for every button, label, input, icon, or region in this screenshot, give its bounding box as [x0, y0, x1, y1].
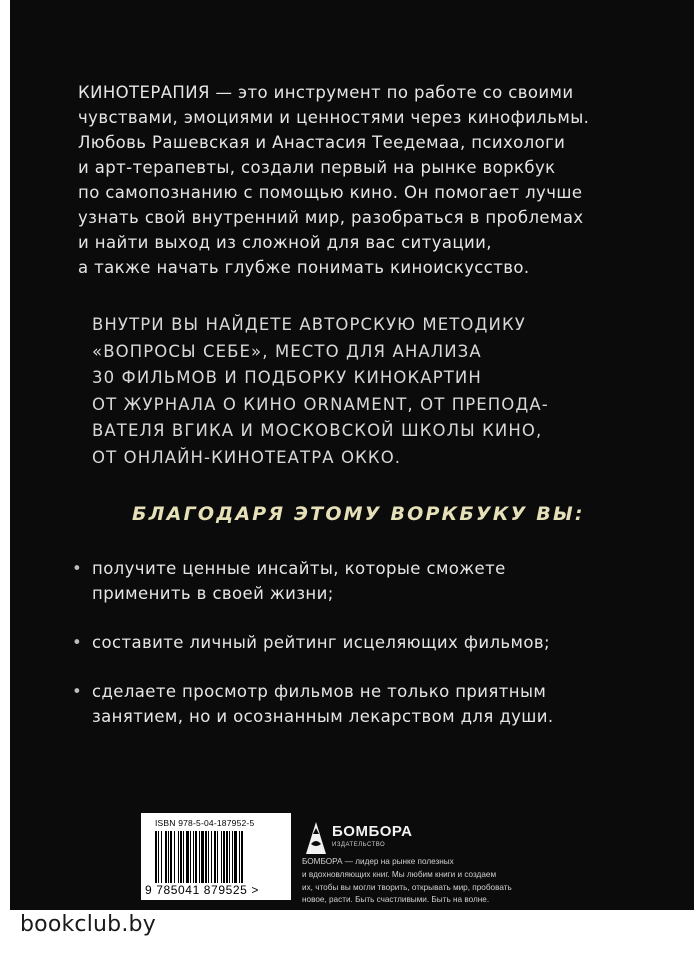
- publisher-subtitle: ИЗДАТЕЛЬСТВО: [332, 842, 386, 848]
- intro-paragraph: [78, 80, 668, 280]
- list-item: [72, 556, 672, 606]
- bullet-icon: •: [72, 633, 83, 652]
- inside-paragraph: [92, 312, 652, 471]
- bullet-icon: •: [72, 559, 83, 578]
- intro-line: чувствами, эмоциями и ценностями через кинофильмы.: [78, 108, 590, 127]
- inside-line: ОТ ЖУРНАЛА О КИНО ORNAMENT, ОТ ПРЕПОДА-: [92, 394, 549, 414]
- barcode-bars: [153, 831, 281, 883]
- publisher-logo: [302, 818, 422, 858]
- intro-line: Любовь Рашевская и Анастасия Теедемаа, психологи: [78, 133, 566, 152]
- publisher-line: их, чтобы вы могли творить, открывать мир, пробовать: [302, 882, 512, 892]
- inside-line: ОТ ОНЛАЙН-КИНОТЕАТРА ОККО.: [92, 447, 402, 467]
- publisher-line: БОМБОРА — лидер на рынке полезных: [302, 857, 454, 866]
- publisher-line: и вдохновляющих книг. Мы любим книги и создаем: [302, 869, 497, 879]
- benefits-heading: БЛАГОДАРЯ ЭТОМУ ВОРКБУКУ ВЫ:: [132, 503, 585, 525]
- benefit-line: составите личный рейтинг исцеляющих фильмов;: [92, 633, 550, 652]
- inside-line: ВНУТРИ ВЫ НАЙДЕТЕ АВТОРСКУЮ МЕТОДИКУ: [92, 315, 526, 334]
- intro-line: КИНОТЕРАПИЯ — это инструмент по работе со своими: [78, 83, 574, 102]
- list-item: [72, 630, 672, 655]
- intro-line: и найти выход из сложной для вас ситуации,: [78, 233, 492, 252]
- publisher-description: [302, 856, 582, 907]
- list-item: [72, 679, 672, 729]
- isbn-label: ISBN 978-5-04-187952-5: [155, 818, 255, 828]
- barcode-digits: 9 785041 879525 >: [145, 883, 259, 897]
- benefit-line: применить в своей жизни;: [92, 584, 334, 603]
- benefit-line: получите ценные инсайты, которые сможете: [92, 559, 506, 578]
- intro-line: а также начать глубже понимать киноискусство.: [78, 258, 530, 277]
- intro-line: и арт-терапевты, создали первый на рынке воркбук: [78, 158, 556, 177]
- bombora-logo-icon: [302, 818, 330, 858]
- barcode: [141, 813, 291, 900]
- publisher-line: новое, расти. Быть счастливыми. Быть на волне.: [302, 895, 490, 905]
- benefits-list: [72, 556, 672, 753]
- inside-line: 30 ФИЛЬМОВ И ПОДБОРКУ КИНОКАРТИН: [92, 368, 482, 387]
- benefit-line: сделаете просмотр фильмов не только приятным: [92, 682, 547, 701]
- watermark: bookclub.by: [20, 912, 156, 937]
- inside-line: ВАТЕЛЯ ВГИКА И МОСКОВСКОЙ ШКОЛЫ КИНО,: [92, 421, 543, 440]
- benefit-line: занятием, но и осознанным лекарством для души.: [92, 707, 554, 726]
- intro-line: узнать свой внутренний мир, разобраться в проблемах: [78, 208, 584, 227]
- inside-line: «ВОПРОСЫ СЕБЕ», МЕСТО ДЛЯ АНАЛИЗА: [92, 341, 482, 361]
- bullet-icon: •: [72, 682, 83, 701]
- intro-line: по самопознанию с помощью кино. Он помогает лучше: [78, 183, 583, 202]
- publisher-name: БОМБОРА: [332, 823, 413, 840]
